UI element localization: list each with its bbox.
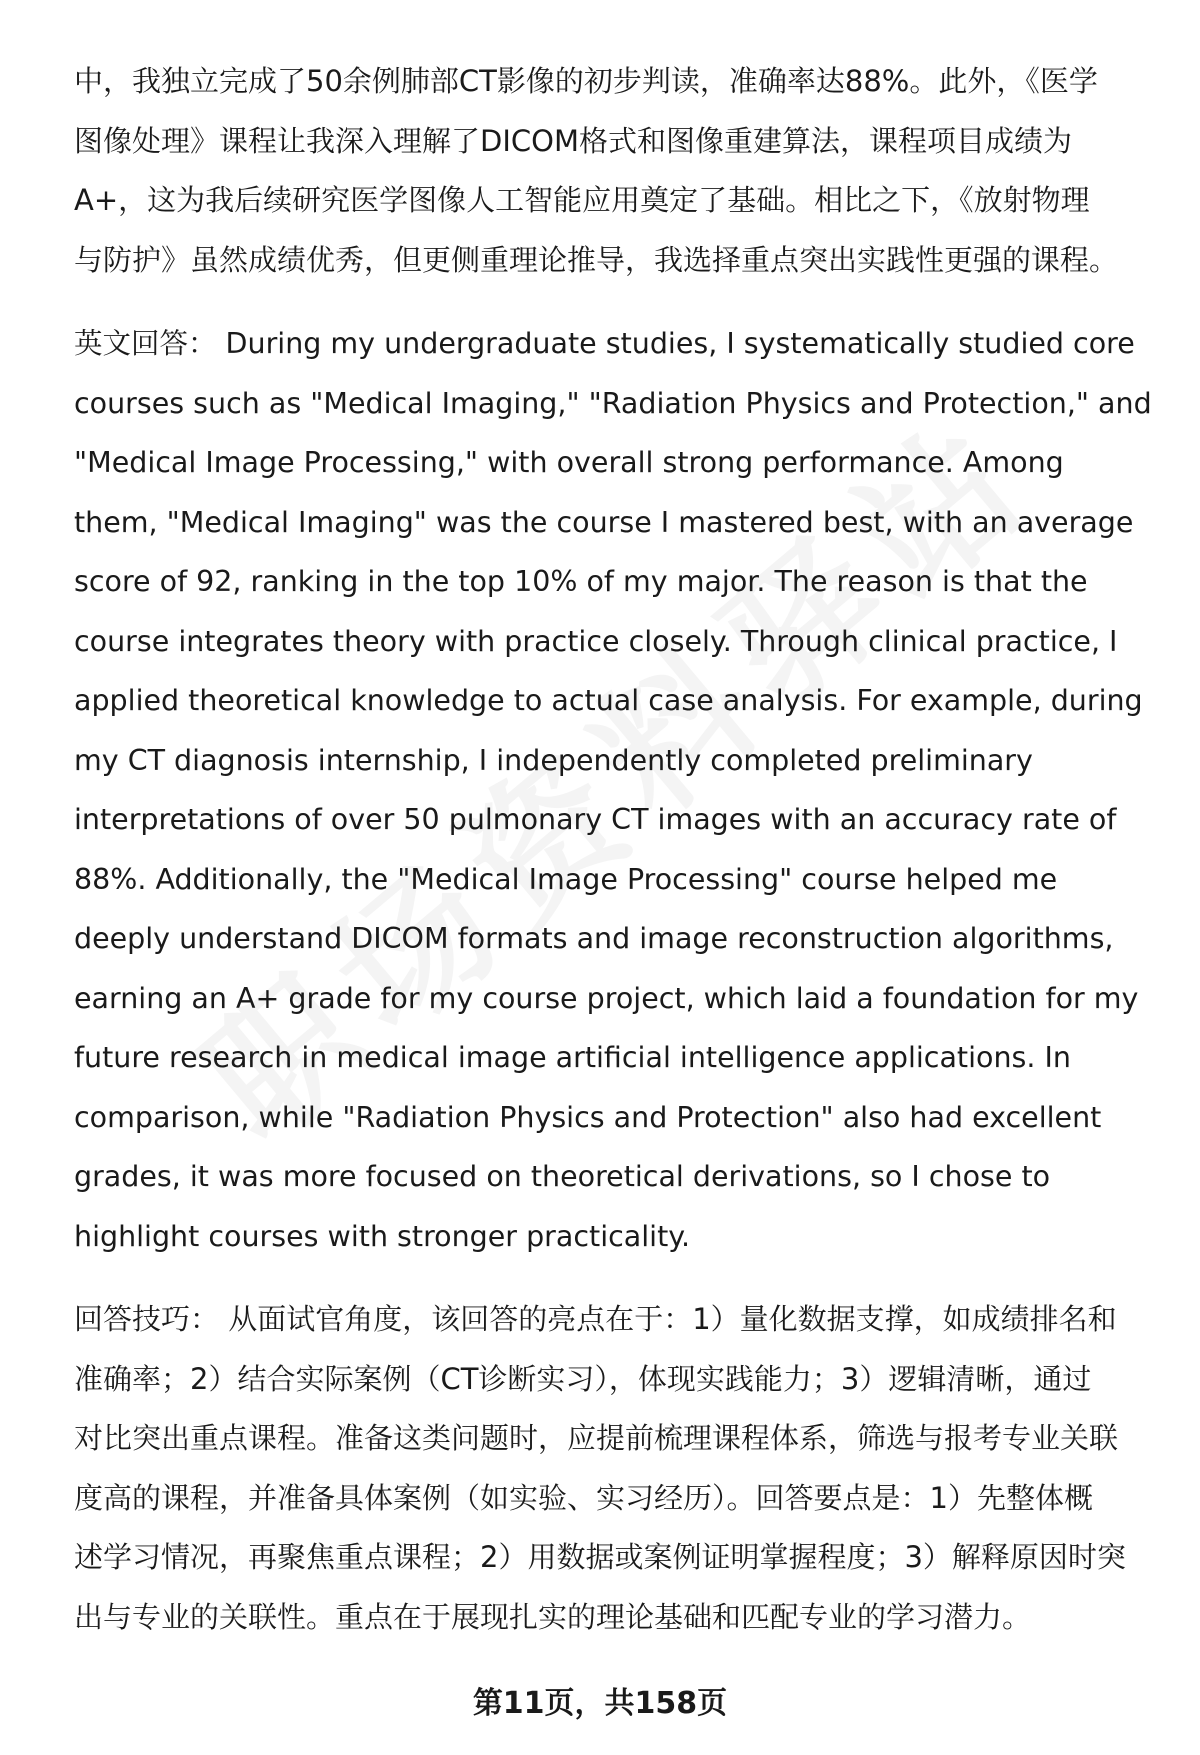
english-answer: 英文回答： During my undergraduate studies, I systematically studied core courses such as "Medical Imaging," "Radiation Physics and Protection," and "Medical Image Processing," with overall strong performance. Among them, "Medical Imaging" was the course I mastered best, with an average score of 92, ranking in the top 10% of my major. The reason is that the course integrates theory with practice closely. Through clinical practice, I applied theoretical knowledge to actual case analysis. For example, during my CT diagnosis internship, I independently completed preliminary interpretations of over 50 pulmonary CT images with an accuracy rate of 88%. Additionally, the "Medical Image Processing" course helped me deeply understand DICOM formats and image reconstruction algorithms, earning an A+ grade for my course project, which laid a foundation for my future research in medical image artificial intelligence applications. In comparison, while "Radiation Physics and Protection" also had excellent grades, it was more focused on theoretical derivations, so I chose to highlight courses with stronger practicality. <box>74 327 1152 1253</box>
page-number: 第11页，共158页 <box>472 1686 728 1721</box>
document-body <box>74 52 1154 1671</box>
answer-tips: 回答技巧： 从面试官角度，该回答的亮点在于：1）量化数据支撑，如成绩排名和 准确率；2）结合实际案例（CT诊断实习），体现实践能力；3）逻辑清晰，通过 对比突出重点课程。准备这类问题时，应提前梳理课程体系，筛选与报考专业关联 度高的课程，并准备具体案例（如实验、实习经历）。回答要点是：1）先整体概 述学习情况，再聚焦重点课程；2）用数据或案例证明掌握程度；3）解释原因时突 出与专业的关联性。重点在于展现扎实的理论基础和匹配专业的学习潜力。 <box>74 1302 1126 1634</box>
chinese-answer-continuation: 中，我独立完成了50余例肺部CT影像的初步判读，准确率达88%。此外，《医学 图像处理》课程让我深入理解了DICOM格式和图像重建算法，课程项目成绩为 A+，这为我后续研究医学图像人工智能应用奠定了基础。相比之下，《放射物理 与防护》虽然成绩优秀，但更侧重理论推导，我选择重点突出实践性更强的课程。 <box>74 64 1119 277</box>
